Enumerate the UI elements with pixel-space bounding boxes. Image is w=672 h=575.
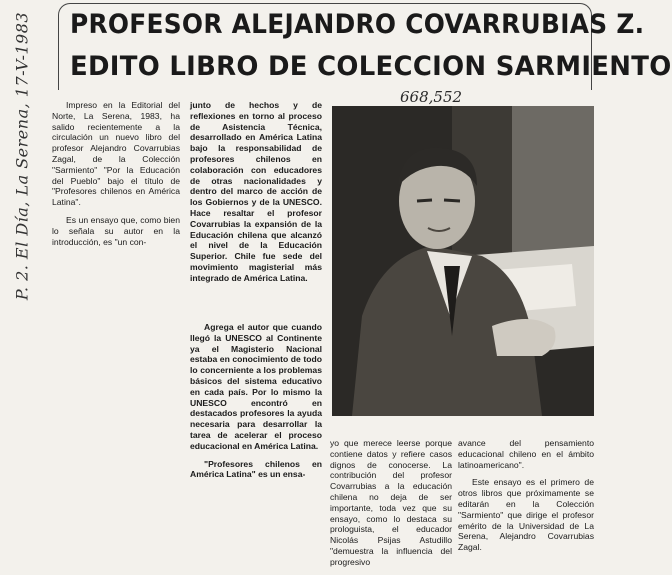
paragraph: Es un ensayo que, como bien lo señala su autor en la introducción, es "un con- xyxy=(52,214,180,247)
portrait-photo xyxy=(332,106,594,416)
article-column-2-lower xyxy=(190,322,322,487)
paragraph: avance del pensamiento educacional chileno en el ámbito latinoamericano". xyxy=(458,438,594,470)
paragraph: Impreso en la Editorial del Norte, La Serena, 1983, ha salido recientemente a la circulación un nuevo libro del profesor Alejandro Covarrubias Zagal, de la Colección "Sarmiento" "Por la Educación del Pueblo" bajo el título de "Profesores chilenos en América Latina". xyxy=(52,100,180,208)
headline-line-2: EDITO LIBRO DE COLECCION SARMIENTO xyxy=(70,51,672,82)
paragraph: Agrega el autor que cuando llegó la UNESCO al Continente ya el Magisterio Nacional estaba en conocimiento de todo lo concerniente a los problemas básicos del sistema educativo en cada país. Por lo mismo la UNESCO encontró en destacados profesores la ayuda necesaria para desarrollar la tarea de acelerar el proceso educacional en América Latina. xyxy=(190,322,322,451)
paragraph: Este ensayo es el primero de otros libros que próximamente se editarán en la Colección "Sarmiento" que dirige el profesor emérito de la Universidad de La Serena, Alejandro Covarrubias Zagal. xyxy=(458,477,594,553)
paragraph: yo que merece leerse porque contiene datos y refiere casos dignos de conocerse. La contribución del profesor Covarrubias a la educación chilena no deja de ser importante, toda vez que su ensayo, como lo destaca su prologuista, el educador Nicolás Psijas Astudillo "demuestra la influencia del progresivo xyxy=(330,438,452,567)
article-column-3 xyxy=(330,438,452,575)
margin-note-text: P. 2. El Día, La Serena, 17-V-1983 xyxy=(12,11,32,301)
headline-line-1: PROFESOR ALEJANDRO COVARRUBIAS Z. xyxy=(70,9,645,40)
article-column-2 xyxy=(190,100,322,291)
paragraph: "Profesores chilenos en América Latina" es un ensa- xyxy=(190,458,322,480)
article-column-4 xyxy=(458,438,594,560)
handwritten-annotation: 668,552 xyxy=(400,88,463,106)
handwritten-margin-note xyxy=(2,6,42,306)
portrait-illustration xyxy=(332,106,594,416)
paragraph: junto de hechos y de reflexiones en torno al proceso de Asistencia Técnica, desarrollado en América Latina bajo la responsabilidad de profesores chilenos en colaboración con educadores de otras nacionalidades y dentro del marco de acción de los Gobiernos y de la UNESCO. Hace resaltar el profesor Covarrubias la expansión de la Educación chilena que alcanzó el nivel de la Educación Superior. Chile fue sede del movimiento magisterial más integrado de América Latina. xyxy=(190,100,322,283)
article-column-1 xyxy=(52,100,180,254)
